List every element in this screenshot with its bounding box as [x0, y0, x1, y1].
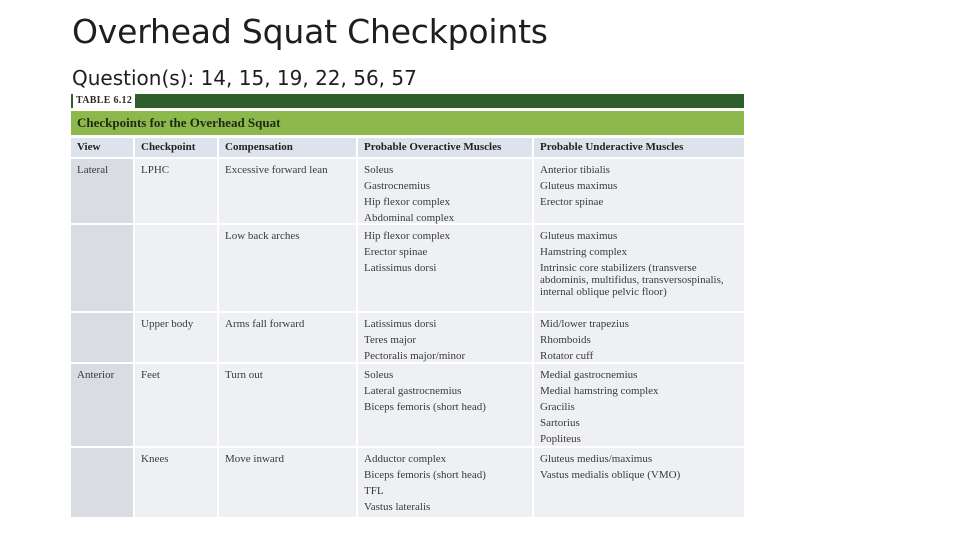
table-caption: Checkpoints for the Overhead Squat [77, 115, 281, 130]
table-cell-overactive [358, 364, 532, 446]
muscle-item: Sartorius [540, 417, 580, 429]
muscle-item: Abdominal complex [364, 212, 455, 224]
muscle-item: Intrinsic core stabilizers (transverse abdominis, multifidus, transversospinalis, internal oblique pelvic floor) [540, 262, 724, 298]
slide-subtitle: Question(s): 14, 15, 19, 22, 56, 57 [72, 66, 417, 90]
muscle-item: Gluteus maximus [540, 180, 618, 192]
table-cell-view [71, 448, 133, 517]
muscle-item: Latissimus dorsi [364, 318, 437, 330]
muscle-item: Medial hamstring complex [540, 385, 659, 397]
muscle-item: Biceps femoris (short head) [364, 469, 486, 481]
muscle-item: Popliteus [540, 433, 581, 445]
table-cell-overactive [358, 313, 532, 362]
table-number: TABLE 6.12 [73, 94, 135, 108]
muscle-item: Vastus medialis oblique (VMO) [540, 469, 681, 481]
table-cell-underactive [534, 159, 744, 223]
table-cell-view: Anterior [71, 364, 133, 446]
table-cell-view [71, 225, 133, 311]
table-number-bar [71, 94, 744, 108]
muscle-item: Latissimus dorsi [364, 262, 437, 274]
muscle-item: Erector spinae [540, 196, 604, 208]
muscle-item: Gastrocnemius [364, 180, 430, 192]
checkpoints-table [71, 94, 744, 517]
muscle-item: Adductor complex [364, 453, 447, 465]
muscle-item: Gracilis [540, 401, 575, 413]
table-cell-underactive [534, 225, 744, 311]
table-cell-checkpoint: Knees [135, 448, 217, 517]
muscle-item: TFL [364, 485, 384, 497]
table-cell-overactive [358, 448, 532, 517]
muscle-item: Gluteus medius/maximus [540, 453, 653, 465]
table-cell-checkpoint [135, 225, 217, 311]
table-cell-underactive [534, 364, 744, 446]
table-cell-underactive [534, 448, 744, 517]
table-cell-underactive [534, 313, 744, 362]
table-cell-checkpoint: LPHC [135, 159, 217, 223]
table-cell-view [71, 313, 133, 362]
table-cell-compensation: Turn out [219, 364, 356, 446]
muscle-item: Anterior tibialis [540, 164, 610, 176]
muscle-item: Soleus [364, 164, 394, 176]
muscle-item: Soleus [364, 369, 394, 381]
muscle-item: Erector spinae [364, 246, 428, 258]
muscle-item: Mid/lower trapezius [540, 318, 629, 330]
table-cell-overactive [358, 159, 532, 223]
slide-title: Overhead Squat Checkpoints [72, 12, 548, 51]
header-view: View [71, 138, 133, 157]
muscle-item: Gluteus maximus [540, 230, 618, 242]
muscle-item: Hamstring complex [540, 246, 628, 258]
table-cell-checkpoint: Upper body [135, 313, 217, 362]
header-compensation: Compensation [219, 138, 356, 157]
muscle-item: Teres major [364, 334, 417, 346]
muscle-item: Hip flexor complex [364, 196, 451, 208]
header-checkpoint: Checkpoint [135, 138, 217, 157]
table-cell-compensation: Low back arches [219, 225, 356, 311]
table-cell-compensation: Move inward [219, 448, 356, 517]
table-cell-view: Lateral [71, 159, 133, 223]
muscle-item: Rotator cuff [540, 350, 594, 362]
table-cell-checkpoint: Feet [135, 364, 217, 446]
muscle-item: Medial gastrocnemius [540, 369, 638, 381]
header-overactive: Probable Overactive Muscles [358, 138, 532, 157]
muscle-item: Hip flexor complex [364, 230, 451, 242]
table-cell-overactive [358, 225, 532, 311]
muscle-item: Pectoralis major/minor [364, 350, 466, 362]
table-cell-compensation: Arms fall forward [219, 313, 356, 362]
header-underactive: Probable Underactive Muscles [534, 138, 744, 157]
muscle-item: Lateral gastrocnemius [364, 385, 462, 397]
muscle-item: Biceps femoris (short head) [364, 401, 486, 413]
muscle-item: Vastus lateralis [364, 501, 431, 513]
table-cell-compensation: Excessive forward lean [219, 159, 356, 223]
table-caption-bar [71, 111, 744, 135]
muscle-item: Rhomboids [540, 334, 591, 346]
